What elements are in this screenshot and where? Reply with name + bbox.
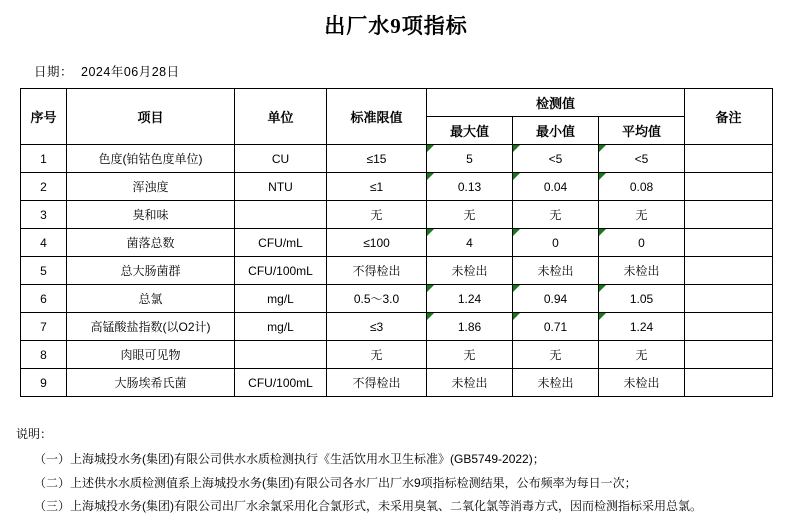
cell-remark [685,145,773,173]
table-header [21,89,773,145]
cell-item: 菌落总数 [67,229,235,257]
cell-no: 7 [21,313,67,341]
cell-avg: 无 [599,201,685,229]
table-row [21,229,773,257]
table-row [21,285,773,313]
cell-limit: ≤15 [327,145,427,173]
cell-limit: 不得检出 [327,257,427,285]
cell-limit: ≤100 [327,229,427,257]
cell-max: 无 [427,341,513,369]
notes-section [16,423,792,519]
cell-unit: mg/L [235,285,327,313]
cell-max: 5 [427,145,513,173]
date-label: 日期： [34,65,74,79]
table-row [21,145,773,173]
cell-unit: CFU/100mL [235,369,327,397]
cell-item: 总大肠菌群 [67,257,235,285]
cell-item: 臭和味 [67,201,235,229]
cell-min: 0 [513,229,599,257]
cell-max: 4 [427,229,513,257]
table-body [21,145,773,397]
cell-max: 未检出 [427,369,513,397]
cell-min: 未检出 [513,369,599,397]
note-line-2: （二）上述供水水质检测值系上海城投水务(集团)有限公司各水厂出厂水9项指标检测结果，公布频率为每日一次； [34,475,637,490]
cell-no: 1 [21,145,67,173]
cell-limit: 无 [327,341,427,369]
cell-unit: NTU [235,173,327,201]
cell-unit: CFU/mL [235,229,327,257]
cell-item: 总氯 [67,285,235,313]
header-no: 序号 [21,89,67,145]
cell-unit: CU [235,145,327,173]
cell-unit [235,201,327,229]
cell-min: 0.04 [513,173,599,201]
cell-remark [685,313,773,341]
cell-item: 色度(铂钴色度单位) [67,145,235,173]
cell-avg: 0 [599,229,685,257]
date-line [34,62,792,80]
cell-item: 大肠埃希氏菌 [67,369,235,397]
cell-max: 0.13 [427,173,513,201]
header-max: 最大值 [427,117,513,145]
header-unit: 单位 [235,89,327,145]
header-min: 最小值 [513,117,599,145]
cell-remark [685,257,773,285]
cell-max: 未检出 [427,257,513,285]
cell-max: 1.24 [427,285,513,313]
cell-min: <5 [513,145,599,173]
cell-avg: 未检出 [599,369,685,397]
header-detect-values: 检测值 [427,89,685,117]
cell-remark [685,369,773,397]
cell-remark [685,201,773,229]
cell-avg: 0.08 [599,173,685,201]
note-line-3: （三）上海城投水务(集团)有限公司出厂水余氯采用化合氯形式，未采用臭氧、二氧化氯等消毒方式，因而检测指标采用总氯。 [34,499,702,514]
cell-limit: 0.5～3.0 [327,285,427,313]
cell-unit: mg/L [235,313,327,341]
cell-no: 8 [21,341,67,369]
cell-limit: 无 [327,201,427,229]
cell-remark [685,173,773,201]
cell-limit: 不得检出 [327,369,427,397]
notes-title: 说明： [16,427,53,441]
document-page [0,10,792,524]
cell-max: 无 [427,201,513,229]
header-limit: 标准限值 [327,89,427,145]
table-row [21,257,773,285]
cell-min: 未检出 [513,257,599,285]
cell-no: 4 [21,229,67,257]
water-quality-table [20,88,773,397]
cell-item: 肉眼可见物 [67,341,235,369]
header-remark: 备注 [685,89,773,145]
table-row [21,173,773,201]
cell-avg: 1.05 [599,285,685,313]
cell-unit [235,341,327,369]
table-row [21,341,773,369]
cell-item: 高锰酸盐指数(以O2计) [67,313,235,341]
cell-avg: <5 [599,145,685,173]
cell-avg: 未检出 [599,257,685,285]
cell-min: 无 [513,201,599,229]
page-title: 出厂水9项指标 [324,14,468,38]
table-row [21,313,773,341]
cell-max: 1.86 [427,313,513,341]
cell-no: 6 [21,285,67,313]
cell-limit: ≤1 [327,173,427,201]
cell-no: 2 [21,173,67,201]
cell-unit: CFU/100mL [235,257,327,285]
note-line-1: （一）上海城投水务(集团)有限公司供水水质检测执行《生活饮用水卫生标准》(GB5749-2022)； [34,452,545,467]
cell-avg: 无 [599,341,685,369]
cell-no: 9 [21,369,67,397]
cell-item: 浑浊度 [67,173,235,201]
cell-avg: 1.24 [599,313,685,341]
cell-remark [685,229,773,257]
table-row [21,201,773,229]
cell-limit: ≤3 [327,313,427,341]
cell-remark [685,341,773,369]
cell-min: 无 [513,341,599,369]
cell-no: 3 [21,201,67,229]
table-header-row-1 [21,89,773,117]
header-item: 项目 [67,89,235,145]
cell-min: 0.71 [513,313,599,341]
date-value: 2024年06月28日 [81,65,180,79]
table-row [21,369,773,397]
header-avg: 平均值 [599,117,685,145]
cell-remark [685,285,773,313]
cell-min: 0.94 [513,285,599,313]
cell-no: 5 [21,257,67,285]
